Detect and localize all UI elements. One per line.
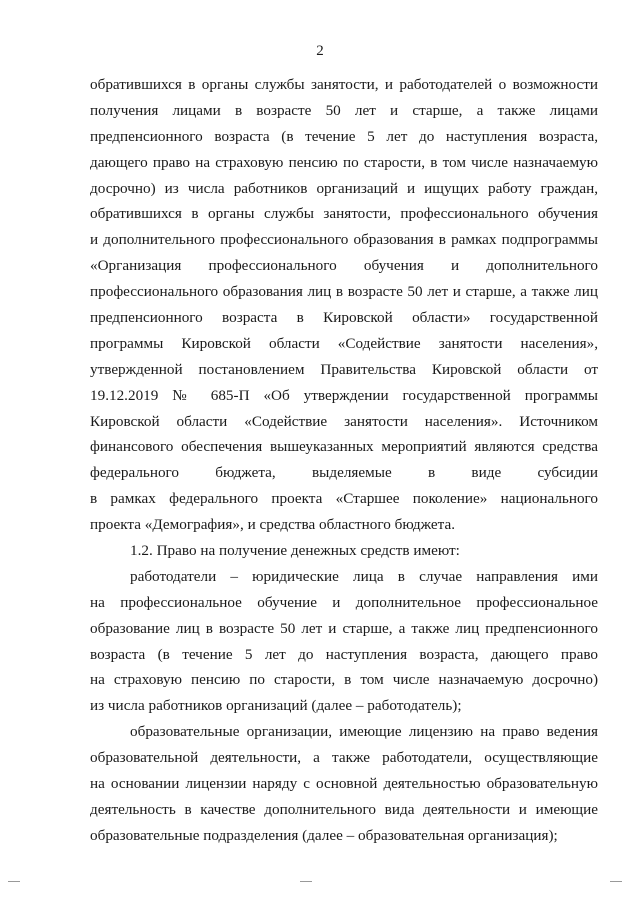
text-line: предпенсионного возраста в Кировской области» государственной xyxy=(90,309,598,327)
text-line: образование лиц в возрасте 50 лет и старше, а также лиц предпенсионного xyxy=(90,619,598,637)
text-line: образовательные организации, имеющие лицензию на право ведения xyxy=(130,723,598,741)
text-line: обратившихся в органы службы занятости, и работодателей о возможности xyxy=(90,76,598,93)
scan-speck xyxy=(300,881,312,882)
text-line: досрочно) из числа работников организаций и ищущих работу граждан, xyxy=(90,179,598,197)
section-heading: 1.2. Право на получение денежных средств имеют: xyxy=(130,542,460,560)
text-line: профессионального образования лиц в возрасте 50 лет и старше, а также лиц xyxy=(90,283,598,301)
text-line: федерального бюджета, выделяемые в виде субсидии xyxy=(90,464,598,482)
text-line: образовательной деятельности, а также работодатели, осуществляющие xyxy=(90,749,598,767)
text-line: «Организация профессионального обучения и дополнительного xyxy=(90,257,598,275)
text-line: утвержденной постановлением Правительства Кировской области от xyxy=(90,360,598,378)
text-line: обратившихся в органы службы занятости, профессионального обучения xyxy=(90,205,598,223)
text-line: дающего право на страховую пенсию по старости, в том числе назначаемую xyxy=(90,153,598,171)
text-line: программы Кировской области «Содействие занятости населения», xyxy=(90,334,598,352)
text-line: работодатели – юридические лица в случае направления ими xyxy=(130,567,598,585)
scan-speck xyxy=(610,881,622,882)
text-line: возраста (в течение 5 лет до наступления возраста, дающего право xyxy=(90,645,598,663)
text-line: на страховую пенсию по старости, в том числе назначаемую досрочно) xyxy=(90,671,598,689)
text-line: получения лицами в возрасте 50 лет и старше, а также лицами xyxy=(90,101,598,119)
scan-speck xyxy=(8,881,20,882)
text-line: деятельность в качестве дополнительного вида деятельности и имеющие xyxy=(90,800,598,818)
document-body xyxy=(90,72,598,849)
text-line: проекта «Демография», и средства областного бюджета. xyxy=(90,516,456,534)
text-line: и дополнительного профессионального образования в рамках подпрограммы xyxy=(90,231,598,249)
text-line: 19.12.2019 № 685-П «Об утверждении государственной программы xyxy=(90,386,598,404)
text-line: на профессиональное обучение и дополнительное профессиональное xyxy=(90,593,598,611)
text-line: в рамках федерального проекта «Старшее поколение» национального xyxy=(90,490,598,508)
text-line: на основании лицензии наряду с основной деятельностью образовательную xyxy=(90,775,598,793)
text-line: из числа работников организаций (далее – работодатель); xyxy=(90,697,462,715)
text-line: предпенсионного возраста (в течение 5 лет до наступления возраста, xyxy=(90,127,598,145)
text-line: финансового обеспечения вышеуказанных мероприятий являются средства xyxy=(90,438,598,456)
page-number: 2 xyxy=(316,43,324,59)
text-line: Кировской области «Содействие занятости населения». Источником xyxy=(90,412,598,430)
text-line: образовательные подразделения (далее – образовательная организация); xyxy=(90,826,558,844)
scan-artifacts xyxy=(0,881,640,887)
